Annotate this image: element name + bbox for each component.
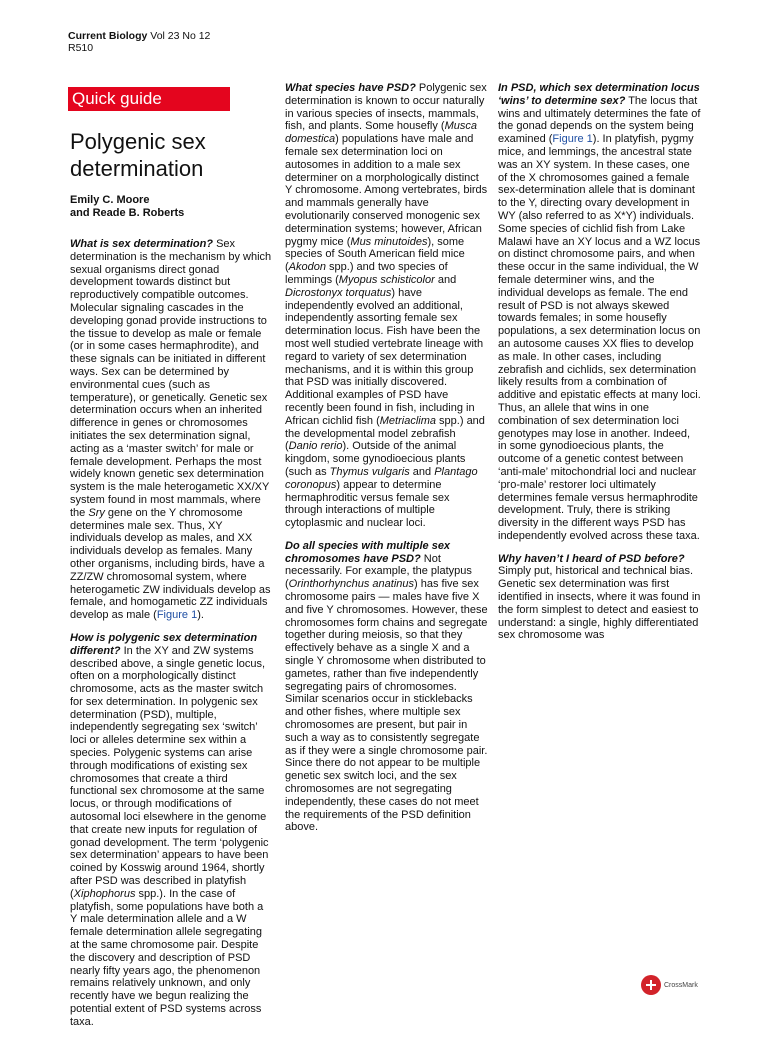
species-name: Danio rerio: [288, 440, 343, 453]
column-2: [285, 82, 488, 844]
paragraph-text: ). In platyfish, pygmy mice, and lemmings, the ancestral state was an XY system. In these cases, one of the X chromosomes gained a female sex-determination allele that is dominant to the Y, directing ovary development in WY (also referred to as X*Y) individuals. Some species of cichlid fish from Lake Malawi have an XY locus and a WZ locus on distinct chromosome pairs, and when these occur in the same individual, the W female determiner wins, and the individual develops as female. The end result of PSD is not always skewed towards females; in some housefly populations, a sex determination locus on an autosome causes XX flies to develop as male. In other cases, including zebrafish and cichlids, sex determination likely results from a combination of additive and epistatic effects at many loci. Thus, an allele that wins in one combination of sex determination loci genotypes may lose in another. Indeed, in some gynodioecious plants, the outcome of a genetic contest between ‘anti-male’ mitochondrial loci and nuclear ‘pro-male’ restorer loci ultimately determines female versus hermaphrodite development. Truly, there is striking diversity in the different ways PSD has independently evolved across these taxa.: [498, 133, 701, 542]
paragraph-text: In the XY and ZW systems described above, a single genetic locus, often on a morphologically distinct chromosome, acts as the master switch for sex determination. In polygenic sex determination (PSD), multiple, independently segregating sex ‘switch’ loci or alleles determine sex within a species. Polygenic systems can arise through modifications of existing sex chromosomes that create a third functional sex chromosome at the same locus, or through modifications of autosomal loci elsewhere in the genome that create new inputs for regulation of gonad development. The term ‘polygenic sex determination’ appears to have been coined by Kosswig around 1964, shortly after PSD was described in platyfish (: [70, 644, 269, 900]
title-line-2: determination: [70, 156, 204, 181]
species-name: Mus minutoides: [350, 235, 428, 248]
section-label: Quick guide: [68, 87, 230, 111]
paragraph-text: Polygenic sex determination is known to occur naturally in various species of insects, mammals, fish, and plants. Some housefly (: [285, 82, 487, 133]
paragraph-text: spp.) and the developmental model zebrafish (: [285, 414, 485, 453]
species-name: Dicrostonyx torquatus: [285, 286, 392, 299]
species-name: Myopus schisticolor: [338, 273, 435, 286]
paragraph-text: ) have independently evolved an additional, independently assorting female sex determination locus. Fish have been the most well studied vertebrate lineage with regard to variety of sex determination mechanisms, and it is within this group that PSD was initially discovered. Additional examples of PSD have recently been found in fish, including in African cichlid fish (: [285, 286, 484, 427]
question-heading: Why haven’t I heard of PSD before?: [498, 552, 685, 565]
paragraph-multiple-sex-chromosomes: [285, 540, 488, 834]
journal-line: [68, 30, 210, 42]
question-heading: What species have PSD?: [285, 82, 416, 94]
species-name: Xiphophorus: [73, 887, 136, 900]
paragraph-text: ) has five sex chromosome pairs — males have five X and five Y chromosomes. However, these chromosomes form chains and segregate together during meiosis, so that they effectively behave as a single X and a single Y chromosome when distributed to gametes, rather than five independently segregating pairs of chromosomes. Similar scenarios occur in sticklebacks and other fishes, where multiple sex chromosomes are present, but pair in such a way as to consistently segregate as if they were a single chromosome pair. Since there do not appear to be multiple genetic sex switch loci, and the sex chromosomes are not segregating independently, these cases do not meet the requirements of the PSD definition above.: [285, 578, 488, 834]
paragraph-what-species: [285, 82, 488, 530]
question-heading: What is sex determination?: [70, 238, 214, 250]
journal-name: Current Biology: [68, 30, 148, 42]
author-line-2: and Reade B. Roberts: [70, 206, 185, 219]
paragraph-what-is-sd: [70, 238, 273, 622]
species-name: Thymus vulgaris: [329, 465, 410, 478]
crossmark-label: CrossMark: [664, 981, 698, 989]
paragraph-why-not-heard: [498, 553, 701, 643]
journal-volume: Vol 23 No 12: [150, 30, 211, 42]
paragraph-text: Not necessarily. For example, the platypus (: [285, 552, 472, 591]
species-name: Metriaclima: [379, 414, 436, 427]
paragraph-text: spp.). In the case of platyfish, some populations have both a Y male determination allele and a W female determination allele segregating at the same chromosome pair. Despite the discovery and description of PSD nearly fifty years ago, the phenomenon remains relatively unknown, and only recently have we begun realizing the potential extent of PSD systems across taxa.: [70, 887, 264, 1028]
column-1: [70, 238, 273, 1039]
paragraph-text: spp.) and two species of lemmings (: [285, 261, 448, 286]
question-heading: In PSD, which sex determination locus ‘wins’ to determine sex?: [498, 82, 700, 107]
question-heading: How is polygenic sex determination different?: [70, 631, 258, 657]
paragraph-text: Sex determination is the mechanism by which sexual organisms direct gonad development towards distinct but reproductively compatible outcomes. Molecular signaling cascades in the developing gonad provide instructions to the tissue to develop as male or female (or in some cases hermaphrodite), and these signals can be initiated in different ways. Sex can be determined by environmental cues (such as temperature), or genetically. Genetic sex determination occurs when an inherited difference in genes or chromosomes initiates the sex determination signal, acting as a ‘master switch’ for male or female development. Perhaps the most widely known genetic sex determination system is the male heterogametic XX/XY system found in most mammals, where the: [70, 238, 272, 519]
paragraph-text: gene on the Y chromosome determines male sex. Thus, XY individuals develop as males, and XX individuals develop as females. Many other organisms, including birds, have a ZZ/ZW chromosomal system, where heterogametic ZW individuals develop as female, and homogametic ZZ individuals develop as male (: [70, 506, 271, 622]
authors: [70, 194, 184, 220]
species-name: Plantago coronopus: [285, 465, 478, 491]
crossmark-icon: [641, 975, 661, 995]
article-title: [70, 128, 206, 182]
paragraph-text: ).: [197, 609, 204, 622]
gene-name: Sry: [88, 506, 105, 519]
question-heading: Do all species with multiple sex chromosomes have PSD?: [285, 539, 451, 565]
paragraph-text: ), some species of South American field mice (: [285, 235, 465, 274]
paragraph-text: Simply put, historical and technical bias. Genetic sex determination was first identified in insects, where it was found in the form simplest to detect and easiest to understand: a single, highly differentiated sex chromosome was: [498, 565, 701, 642]
species-name: Orinthorhynchus anatinus: [288, 578, 415, 591]
figure-link[interactable]: Figure 1: [156, 609, 198, 622]
page-number: R510: [68, 42, 94, 54]
species-name: Musca domestica: [285, 120, 477, 146]
paragraph-text: ). Outside of the animal kingdom, some gynodioecious plants (such as: [285, 440, 466, 478]
title-line-1: Polygenic sex: [70, 129, 206, 154]
paragraph-text: ) appear to determine hermaphroditic versus female sex through interactions of multiple cytoplasmic and nuclear loci.: [285, 478, 450, 530]
paragraph-text: and: [434, 273, 457, 286]
column-3: [498, 82, 701, 652]
figure-link[interactable]: Figure 1: [552, 133, 593, 146]
paragraph-how-different: [70, 632, 273, 1029]
journal-header: [68, 30, 210, 54]
paragraph-text: and: [409, 465, 435, 478]
species-name: Akodon: [288, 261, 326, 274]
paragraph-which-locus-wins: [498, 82, 701, 543]
author-line-1: Emily C. Moore: [70, 194, 150, 206]
crossmark-badge[interactable]: [641, 975, 698, 995]
paragraph-text: ) populations have male and female sex determination loci on autosomes in addition to a male sex determiner on a morphologically distinct Y chromosome. Among vertebrates, birds and mammals generally have evolutionarily conserved monogenic sex determination systems; however, African pygmy mice (: [285, 133, 488, 248]
paragraph-text: The locus that wins and ultimately determines the fate of the gonad depends on the system being examined (: [498, 94, 701, 146]
